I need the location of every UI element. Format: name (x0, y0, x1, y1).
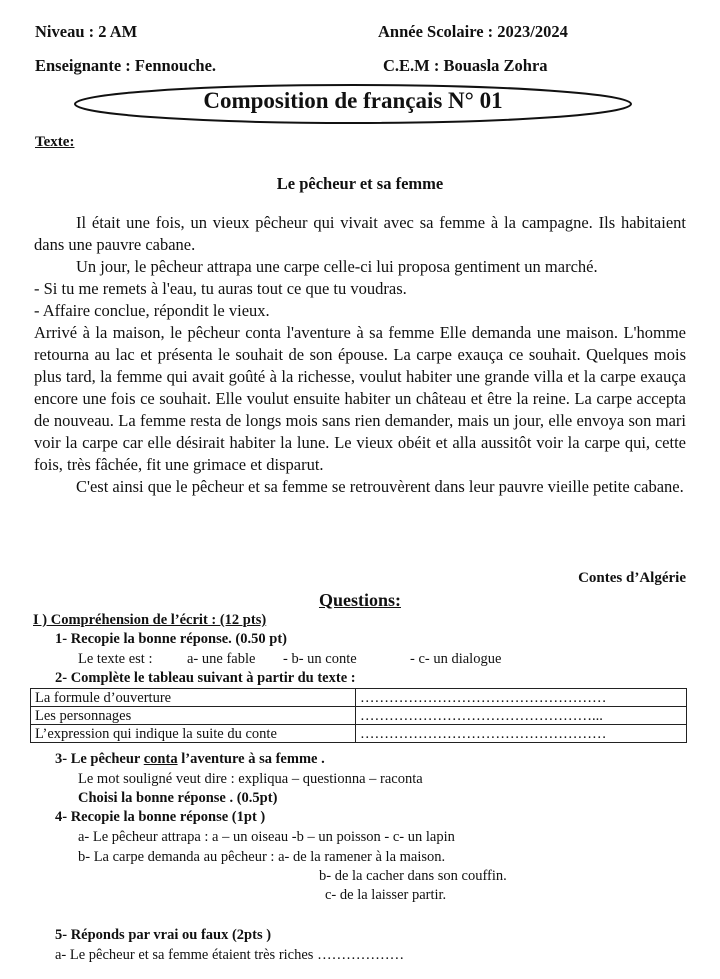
story-body (34, 212, 686, 498)
table-cell-blank[interactable]: …………………………………………… (356, 725, 687, 743)
table-cell-label: Les personnages (31, 707, 356, 725)
question-3-meaning: Le mot souligné veut dire : expliqua – questionna – raconta (78, 771, 423, 787)
story-source: Contes d’Algérie (578, 570, 686, 586)
table-row (31, 725, 687, 743)
question-1-option-b: - b- un conte (283, 651, 357, 667)
text-section-label: Texte: (35, 134, 75, 150)
table-cell-label: La formule d’ouverture (31, 689, 356, 707)
school-label: C.E.M : Bouasla Zohra (383, 56, 548, 75)
story-dialogue-line: - Affaire conclue, répondit le vieux. (34, 301, 270, 320)
question-5-label: 5- Réponds par vrai ou faux (2pts ) (55, 927, 272, 943)
question-1-option-a: a- une fable (187, 651, 256, 667)
underlined-word: conta (143, 751, 178, 767)
answer-table (30, 688, 687, 743)
question-4-b-option-2: b- de la cacher dans son couffin. (319, 868, 507, 884)
question-4-label: 4- Recopie la bonne réponse (1pt ) (55, 809, 266, 825)
question-3-suffix: l’aventure à sa femme . (177, 751, 325, 767)
question-5-a: a- Le pêcheur et sa femme étaient très riches ……………… (55, 947, 405, 963)
story-paragraph: Un jour, le pêcheur attrapa une carpe celle-ci lui proposa gentiment un marché. (76, 257, 598, 276)
question-4-b: b- La carpe demanda au pêcheur : a- de la ramener à la maison. (78, 849, 446, 865)
question-4-b-option-3: c- de la laisser partir. (325, 887, 447, 903)
story-dialogue-line: - Si tu me remets à l'eau, tu auras tout ce que tu voudras. (34, 279, 407, 298)
question-1-label: 1- Recopie la bonne réponse. (0.50 pt) (55, 631, 287, 647)
page-title: Composition de français N° 01 (203, 88, 503, 113)
question-2-label: 2- Complète le tableau suivant à partir du texte : (55, 670, 356, 686)
table-row (31, 689, 687, 707)
question-3-label (55, 751, 325, 768)
story-paragraph: Arrivé à la maison, le pêcheur conta l'aventure à sa femme Elle demanda une maison. L'homme retourna au lac et présenta le souhait de son épouse. La carpe exauça ce souhait. Quelques mois plus tard, la femme qui avait goûté à la richesse, voulut habiter une grande villa et la carpe exauça encore une fois ce souhait. Elle voulut ensuite habiter un château et être la reine. La carpe accepta de nouveau. La femme resta de longs mois sans rien demander, mais un jour, elle envoya son mari voir la carpe car elle désirait habiter la lune. Le vieux obéit et alla aussitôt voir la carpe qui, cette fois, très fâchée, fit une grimace et disparut. (34, 323, 686, 474)
school-year-label: Année Scolaire : 2023/2024 (378, 22, 568, 41)
section-heading: I ) Compréhension de l’écrit : (12 pts) (33, 612, 267, 628)
table-row (31, 707, 687, 725)
title-banner (72, 82, 634, 126)
question-4-a: a- Le pêcheur attrapa : a – un oiseau -b – un poisson - c- un lapin (78, 829, 455, 845)
table-cell-blank[interactable]: …………………………………………... (356, 707, 687, 725)
questions-title: Questions: (318, 590, 401, 610)
question-1-option-c: - c- un dialogue (410, 651, 502, 667)
story-paragraph: Il était une fois, un vieux pêcheur qui vivait avec sa femme à la campagne. Ils habitaient dans une pauvre cabane. (34, 213, 686, 254)
teacher-label: Enseignante : Fennouche. (35, 56, 217, 75)
question-3-prefix: 3- Le pêcheur (55, 751, 144, 767)
table-cell-label: L’expression qui indique la suite du conte (31, 725, 356, 743)
question-3-instruction: Choisi la bonne réponse . (0.5pt) (78, 790, 278, 806)
question-1-prompt: Le texte est : (78, 651, 153, 667)
table-cell-blank[interactable]: …………………………………………… (356, 689, 687, 707)
level-label: Niveau : 2 AM (35, 22, 138, 41)
story-title: Le pêcheur et sa femme (276, 174, 444, 193)
story-paragraph: C'est ainsi que le pêcheur et sa femme se retrouvèrent dans leur pauvre vieille petite cabane. (76, 477, 684, 496)
